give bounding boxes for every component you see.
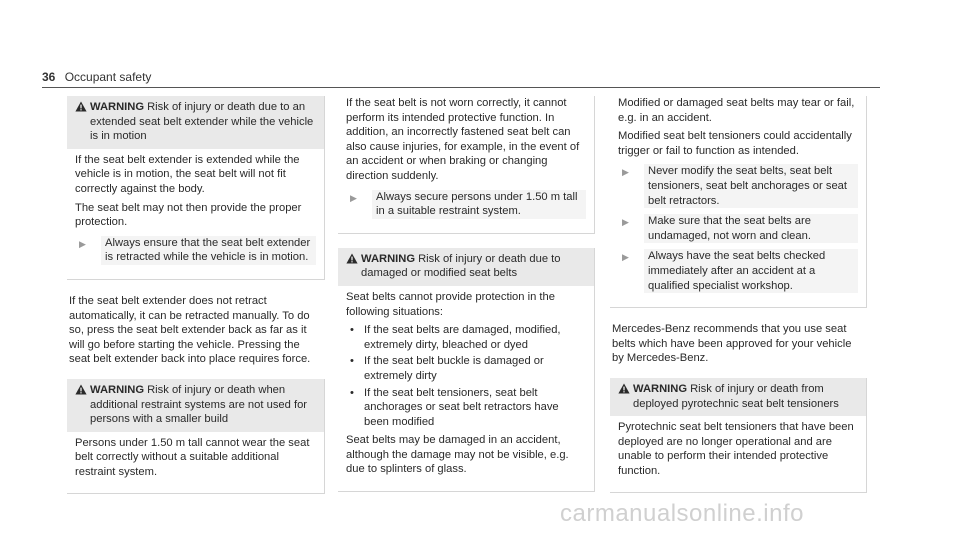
- warning-header: [338, 248, 594, 286]
- section-title: Occupant safety: [64, 70, 152, 84]
- instruction-step: [618, 164, 858, 208]
- bullet-icon: •: [350, 386, 354, 399]
- bullet-item: [346, 323, 586, 352]
- step-text: Never modify the seat belts, seat belt tensioners, seat belt anchorages or seat belt retractors.: [644, 164, 858, 208]
- warning-header: [610, 378, 866, 416]
- instruction-step: [618, 249, 858, 293]
- column-3: [610, 96, 867, 507]
- warning-text: If the seat belt is not worn correctly, it cannot perform its intended protective function. In addition, an incorrectly fastened seat belt can also cause injuries, for example, in the event of an accident or when braking or changing direction suddenly.: [346, 97, 580, 182]
- bullet-item: [346, 354, 586, 383]
- body-paragraph: If the seat belt extender does not retract automatically, it can be retracted manually. To do so, press the seat belt extender back as far as it will go before starting the vehicle. Pressing the seat belt extender back into place requires force.: [69, 294, 311, 366]
- warning-title: Risk of injury or death due to damaged or modified seat belts: [361, 252, 561, 280]
- column-1: [67, 96, 325, 508]
- warning-label: WARNING: [90, 383, 145, 396]
- step-arrow-icon: ▶: [79, 238, 86, 249]
- warning-header: [67, 96, 324, 149]
- warning-text: If the seat belt extender is extended while the vehicle is in motion, the seat belt will not fit correctly against the body.: [75, 153, 300, 195]
- warning-body: [610, 96, 866, 307]
- warning-body: [610, 416, 866, 492]
- step-text: Always secure persons under 1.50 m tall in a suitable restraint system.: [372, 190, 586, 219]
- warning-text: The seat belt may not then provide the proper protection.: [75, 201, 302, 229]
- column-2: [338, 96, 595, 506]
- warning-body: [338, 286, 594, 491]
- bullet-text: If the seat belts are damaged, modified, extremely dirty, bleached or dyed: [364, 324, 561, 351]
- step-arrow-icon: ▶: [622, 217, 629, 228]
- warning-triangle-icon: [618, 382, 633, 411]
- warning-box: [67, 96, 325, 280]
- warning-body: [338, 96, 594, 233]
- bullet-icon: •: [350, 355, 354, 368]
- warning-continuation-box: [338, 96, 595, 234]
- step-arrow-icon: ▶: [350, 192, 357, 203]
- warning-triangle-icon: [346, 252, 361, 281]
- warning-text: Modified or damaged seat belts may tear or fail, e.g. in an accident.: [618, 97, 855, 124]
- step-text: Always have the seat belts checked immediately after an accident at a qualified specialist workshop.: [644, 249, 858, 293]
- warning-header: [67, 379, 324, 432]
- bullet-text: If the seat belt buckle is damaged or extremely dirty: [364, 355, 544, 382]
- warning-triangle-icon: [75, 100, 90, 144]
- bullet-item: [346, 386, 586, 430]
- warning-label: WARNING: [633, 382, 688, 395]
- warning-text: Seat belts may be damaged in an accident, although the damage may not be visible, e.g. due to splinters of glass.: [346, 434, 569, 476]
- step-text: Make sure that the seat belts are undamaged, not worn and clean.: [644, 214, 858, 243]
- instruction-step: [346, 190, 586, 219]
- warning-box: [610, 378, 867, 494]
- page-header: [42, 70, 151, 84]
- warning-box: [67, 379, 325, 495]
- instruction-step: [75, 236, 316, 265]
- warning-title: Risk of injury or death due to an extended seat belt extender while the vehicle is in motion: [90, 101, 314, 143]
- page-number: 36: [42, 70, 56, 84]
- warning-body: [67, 149, 324, 279]
- bullet-icon: •: [350, 324, 354, 337]
- warning-box: [338, 248, 595, 492]
- warning-body: [67, 432, 324, 494]
- step-arrow-icon: ▶: [622, 252, 629, 263]
- bullet-text: If the seat belt tensioners, seat belt anchorages or seat belt retractors have been modified: [364, 386, 559, 428]
- step-arrow-icon: ▶: [622, 167, 629, 178]
- instruction-step: [618, 214, 858, 243]
- warning-title: Risk of injury or death when additional restraint systems are not used for persons with a smaller build: [90, 383, 308, 426]
- body-paragraph: Mercedes-Benz recommends that you use seat belts which have been approved for your vehicle by Mercedes-Benz.: [612, 323, 852, 365]
- watermark: carmanualsonline.info: [560, 500, 804, 527]
- header-divider: [42, 87, 880, 88]
- warning-text: Pyrotechnic seat belt tensioners that have been deployed are no longer operational and are unable to perform their intended protective function.: [618, 421, 854, 477]
- warning-title: Risk of injury or death from deployed pyrotechnic seat belt tensioners: [633, 382, 839, 410]
- warning-triangle-icon: [75, 383, 90, 427]
- warning-text: Modified seat belt tensioners could accidentally trigger or fail to function as intended.: [618, 130, 852, 157]
- warning-text: Seat belts cannot provide protection in the following situations:: [346, 290, 555, 318]
- warning-continuation-box: [610, 96, 867, 308]
- warning-text: Persons under 1.50 m tall cannot wear the seat belt correctly without a suitable additional restraint system.: [75, 436, 310, 478]
- warning-label: WARNING: [90, 101, 145, 113]
- step-text: Always ensure that the seat belt extender is retracted while the vehicle is in motion.: [101, 236, 316, 265]
- warning-label: WARNING: [361, 252, 416, 265]
